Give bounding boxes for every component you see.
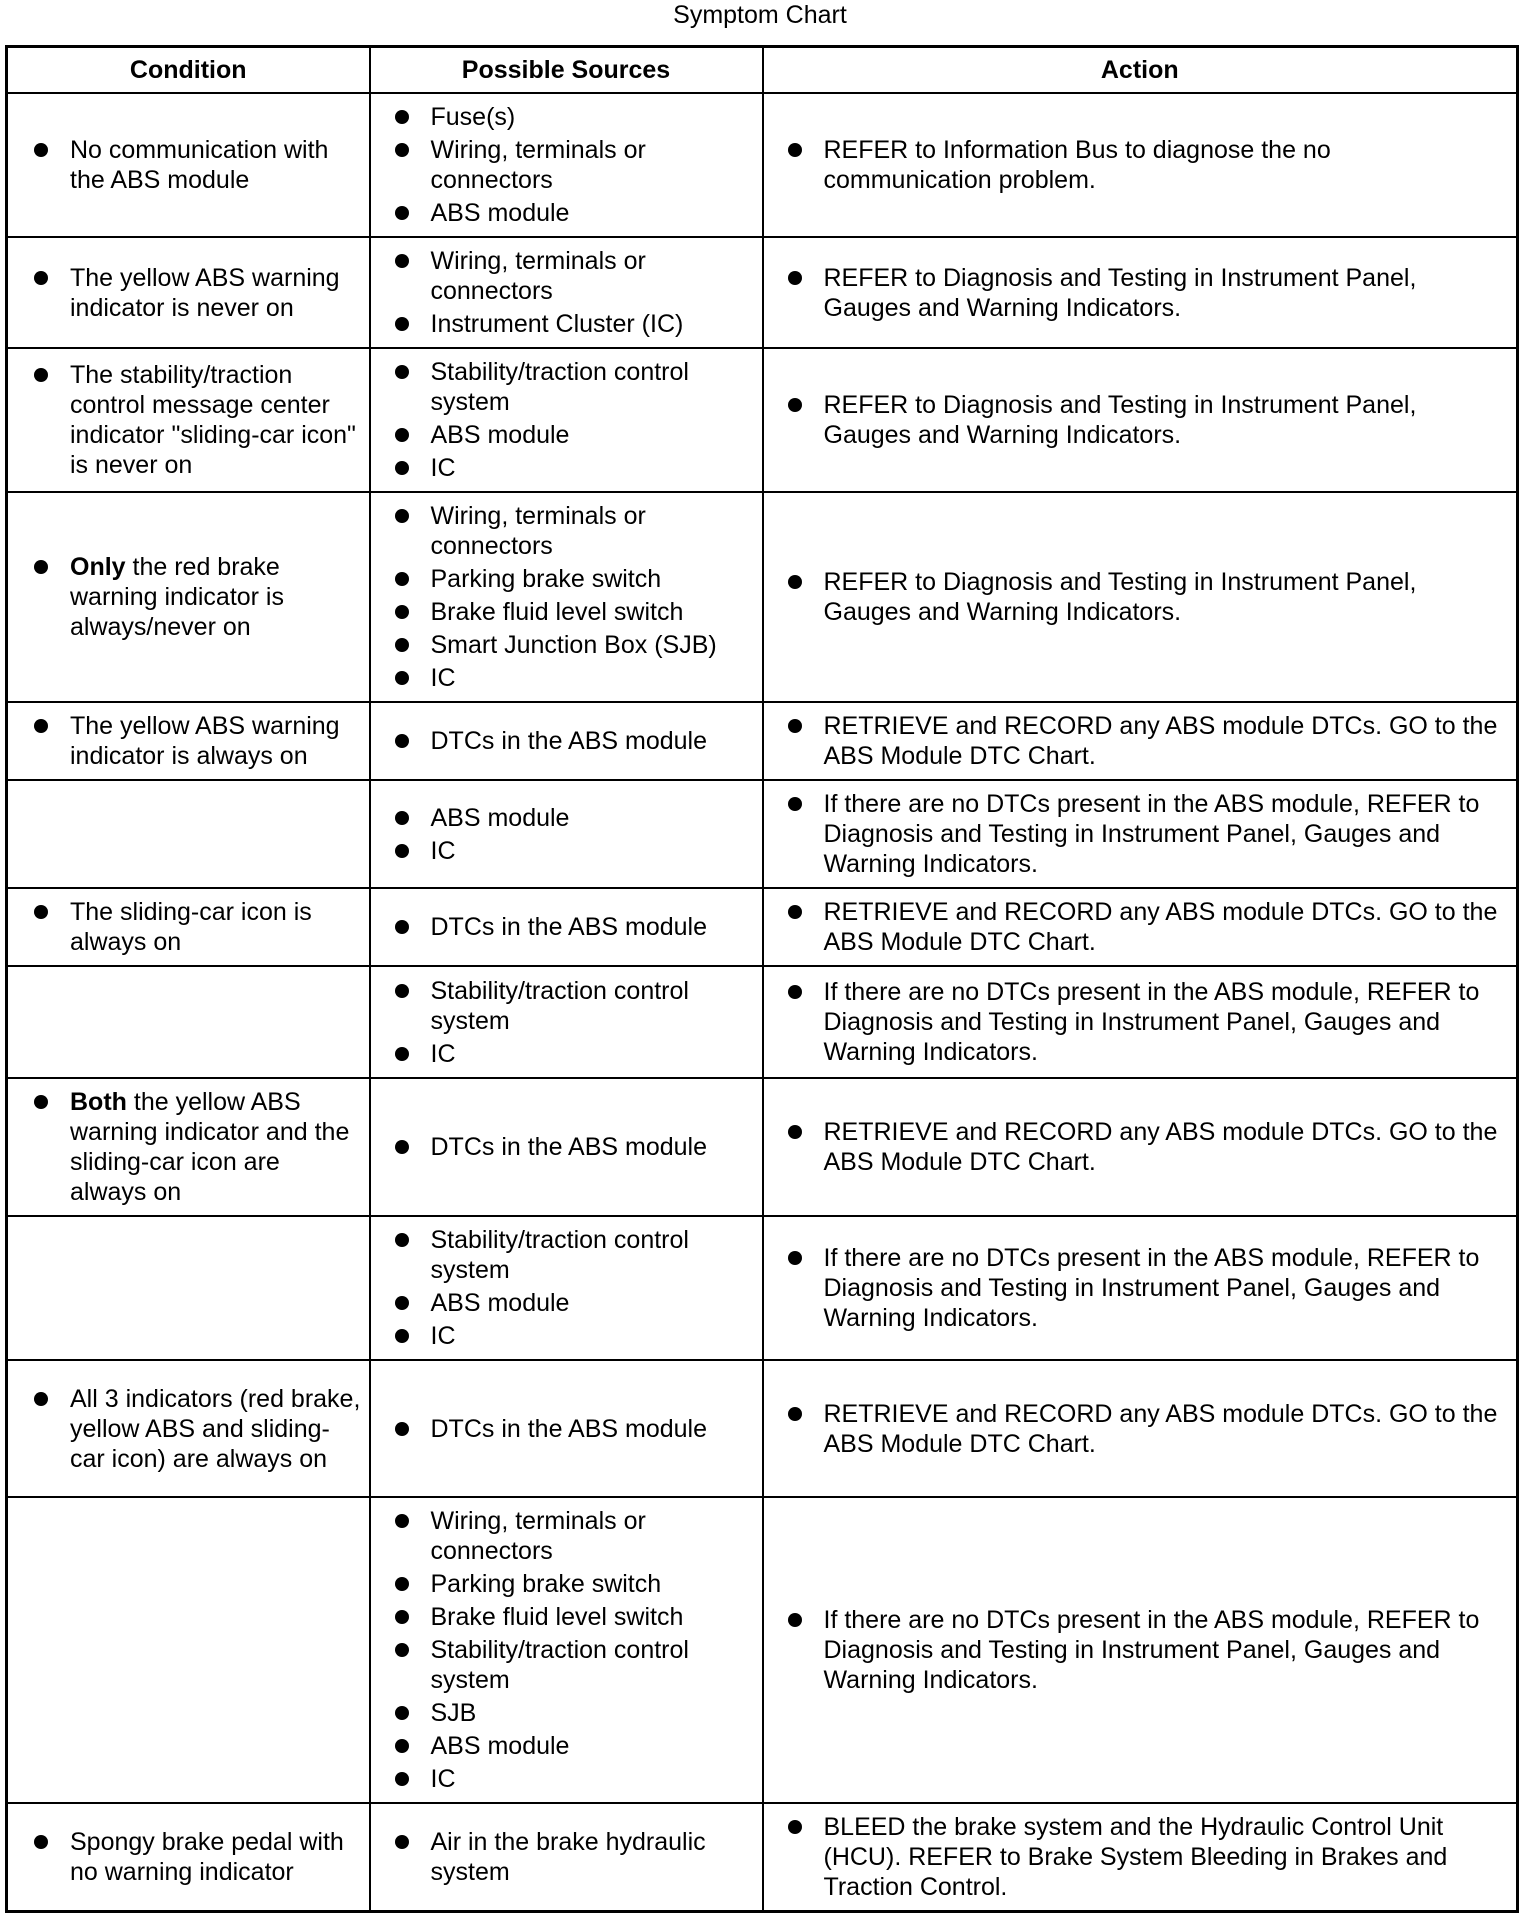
source-item <box>395 357 754 417</box>
action-cell <box>763 1803 1518 1912</box>
header-condition: Condition <box>7 47 370 94</box>
table-row <box>7 1497 1518 1803</box>
source-item <box>395 564 754 594</box>
action-item <box>788 1399 1503 1459</box>
bullet-icon <box>788 1407 802 1421</box>
source-text: ABS module <box>430 1732 570 1760</box>
bullet-icon <box>395 1422 409 1436</box>
action-text: RETRIEVE and RECORD any ABS module DTCs. GO to the ABS Module DTC Chart. <box>823 898 1498 956</box>
table-row <box>7 1078 1518 1216</box>
table-row <box>7 348 1518 492</box>
bullet-icon <box>34 560 48 574</box>
symptom-chart-table <box>5 45 1519 1913</box>
source-text: Instrument Cluster (IC) <box>430 310 684 338</box>
source-item <box>395 501 754 561</box>
source-text: SJB <box>430 1699 477 1727</box>
condition-cell <box>7 237 370 348</box>
action-cell <box>763 237 1518 348</box>
header-possible-sources: Possible Sources <box>370 47 763 94</box>
bullet-icon <box>395 1296 409 1310</box>
possible-sources-cell <box>370 1497 763 1803</box>
source-text: IC <box>430 1765 456 1793</box>
source-item <box>395 726 754 756</box>
source-text: Smart Junction Box (SJB) <box>430 631 717 659</box>
action-text: If there are no DTCs present in the ABS module, REFER to Diagnosis and Testing in Instrument Panel, Gauges and Warning Indicators. <box>823 1244 1480 1332</box>
condition-text: The sliding-car icon is always on <box>70 898 312 956</box>
source-item <box>395 1288 754 1318</box>
table-row <box>7 966 1518 1078</box>
condition-cell <box>7 492 370 702</box>
bullet-icon <box>395 844 409 858</box>
source-item <box>395 803 754 833</box>
action-item <box>788 263 1503 323</box>
bullet-icon <box>395 110 409 124</box>
possible-sources-cell <box>370 780 763 888</box>
source-item <box>395 663 754 693</box>
condition-cell <box>7 1078 370 1216</box>
bullet-icon <box>395 1835 409 1849</box>
source-text: ABS module <box>430 421 570 449</box>
condition-item <box>34 1827 361 1887</box>
source-text: Stability/traction control system <box>430 976 689 1035</box>
bullet-icon <box>788 905 802 919</box>
source-item <box>395 453 754 483</box>
source-item <box>395 1132 754 1162</box>
bullet-icon <box>395 1514 409 1528</box>
bullet-icon <box>788 398 802 412</box>
bullet-icon <box>788 719 802 733</box>
source-item <box>395 630 754 660</box>
bullet-icon <box>34 143 48 157</box>
bullet-icon <box>788 985 802 999</box>
source-text: Wiring, terminals or connectors <box>430 502 646 560</box>
bullet-icon <box>395 143 409 157</box>
source-text: Parking brake switch <box>430 1570 662 1598</box>
condition-text: No communication with the ABS module <box>70 136 329 194</box>
condition-emphasis: Only <box>70 553 126 581</box>
source-text: Stability/traction control system <box>430 358 689 416</box>
action-item <box>788 1812 1503 1902</box>
source-item <box>395 198 754 228</box>
bullet-icon <box>395 734 409 748</box>
condition-item <box>34 135 361 195</box>
table-row <box>7 888 1518 966</box>
source-item <box>395 1039 754 1069</box>
action-text: RETRIEVE and RECORD any ABS module DTCs. GO to the ABS Module DTC Chart. <box>823 712 1498 770</box>
source-text: IC <box>430 1039 456 1068</box>
bullet-icon <box>788 1125 802 1139</box>
action-item <box>788 711 1503 771</box>
action-item <box>788 390 1503 450</box>
source-item <box>395 420 754 450</box>
possible-sources-cell <box>370 702 763 780</box>
condition-item <box>34 552 361 642</box>
bullet-icon <box>34 719 48 733</box>
bullet-icon <box>34 905 48 919</box>
bullet-icon <box>34 1835 48 1849</box>
condition-cell <box>7 1360 370 1497</box>
bullet-icon <box>395 1610 409 1624</box>
action-item <box>788 567 1503 627</box>
condition-cell <box>7 93 370 237</box>
condition-text: The stability/traction control message center indicator "sliding-car icon" is never on <box>70 361 356 479</box>
source-item <box>395 1635 754 1695</box>
condition-item <box>34 1384 361 1474</box>
source-text: Wiring, terminals or connectors <box>430 247 646 305</box>
action-text: RETRIEVE and RECORD any ABS module DTCs. GO to the ABS Module DTC Chart. <box>823 1399 1498 1458</box>
source-item <box>395 102 754 132</box>
bullet-icon <box>788 1251 802 1265</box>
bullet-icon <box>395 1643 409 1657</box>
source-item <box>395 1225 754 1285</box>
bullet-icon <box>395 1047 409 1061</box>
source-text: Wiring, terminals or connectors <box>430 1507 646 1565</box>
header-row <box>7 47 1518 94</box>
action-text: If there are no DTCs present in the ABS module, REFER to Diagnosis and Testing in Instrument Panel, Gauges and Warning Indicators. <box>823 978 1480 1066</box>
source-text: IC <box>430 454 456 482</box>
source-text: Wiring, terminals or connectors <box>430 136 646 194</box>
condition-cell <box>7 348 370 492</box>
possible-sources-cell <box>370 966 763 1078</box>
source-item <box>395 135 754 195</box>
condition-item <box>34 711 361 771</box>
bullet-icon <box>395 317 409 331</box>
action-text: If there are no DTCs present in the ABS module, REFER to Diagnosis and Testing in Instrument Panel, Gauges and Warning Indicators. <box>823 790 1480 878</box>
condition-item <box>34 360 361 480</box>
bullet-icon <box>34 1392 48 1406</box>
source-text: Parking brake switch <box>430 565 662 593</box>
action-cell <box>763 702 1518 780</box>
bullet-icon <box>395 1140 409 1154</box>
bullet-icon <box>788 143 802 157</box>
bullet-icon <box>395 920 409 934</box>
source-item <box>395 1731 754 1761</box>
condition-cell <box>7 780 370 888</box>
action-item <box>788 1243 1503 1333</box>
action-cell <box>763 888 1518 966</box>
bullet-icon <box>788 271 802 285</box>
action-cell <box>763 966 1518 1078</box>
action-cell <box>763 1360 1518 1497</box>
bullet-icon <box>395 254 409 268</box>
action-item <box>788 897 1503 957</box>
bullet-icon <box>395 984 409 998</box>
bullet-icon <box>395 638 409 652</box>
source-text: ABS module <box>430 199 570 227</box>
action-text: REFER to Information Bus to diagnose the no communication problem. <box>823 136 1331 194</box>
condition-text: The yellow ABS warning indicator is never on <box>70 263 340 322</box>
possible-sources-cell <box>370 1078 763 1216</box>
source-text: IC <box>430 1322 456 1350</box>
action-text: REFER to Diagnosis and Testing in Instrument Panel, Gauges and Warning Indicators. <box>823 263 1417 322</box>
source-item <box>395 309 754 339</box>
source-text: ABS module <box>430 1289 570 1317</box>
source-text: IC <box>430 836 456 865</box>
possible-sources-cell <box>370 1216 763 1360</box>
bullet-icon <box>788 1820 802 1834</box>
source-text: DTCs in the ABS module <box>430 1414 708 1443</box>
chart-title: Symptom Chart <box>673 1 847 29</box>
action-item <box>788 1605 1503 1695</box>
bullet-icon <box>34 271 48 285</box>
bullet-icon <box>395 572 409 586</box>
action-item <box>788 135 1503 195</box>
possible-sources-cell <box>370 348 763 492</box>
source-item <box>395 976 754 1036</box>
possible-sources-cell <box>370 1360 763 1497</box>
source-item <box>395 836 754 866</box>
source-item <box>395 1827 754 1887</box>
bullet-icon <box>395 811 409 825</box>
source-item <box>395 1698 754 1728</box>
table-row <box>7 702 1518 780</box>
possible-sources-cell <box>370 1803 763 1912</box>
condition-text: Spongy brake pedal with no warning indicator <box>70 1828 344 1886</box>
bullet-icon <box>395 1233 409 1247</box>
condition-item <box>34 1087 361 1207</box>
action-item <box>788 1117 1503 1177</box>
condition-cell <box>7 1803 370 1912</box>
bullet-icon <box>34 368 48 382</box>
possible-sources-cell <box>370 492 763 702</box>
condition-text: the yellow ABS warning indicator and the sliding-car icon are always on <box>70 1088 350 1206</box>
condition-text: All 3 indicators (red brake, yellow ABS and sliding-car icon) are always on <box>70 1384 361 1473</box>
action-cell <box>763 1497 1518 1803</box>
bullet-icon <box>395 461 409 475</box>
header-action: Action <box>763 47 1518 94</box>
condition-emphasis: Both <box>70 1088 127 1116</box>
bullet-icon <box>395 509 409 523</box>
action-cell <box>763 780 1518 888</box>
bullet-icon <box>34 1095 48 1109</box>
condition-item <box>34 897 361 957</box>
bullet-icon <box>395 1577 409 1591</box>
source-text: ABS module <box>430 803 570 832</box>
bullet-icon <box>395 605 409 619</box>
bullet-icon <box>788 1613 802 1627</box>
chart-body <box>7 93 1518 1912</box>
bullet-icon <box>395 365 409 379</box>
bullet-icon <box>788 575 802 589</box>
possible-sources-cell <box>370 888 763 966</box>
action-text: RETRIEVE and RECORD any ABS module DTCs. GO to the ABS Module DTC Chart. <box>823 1118 1498 1176</box>
table-row <box>7 492 1518 702</box>
source-item <box>395 1602 754 1632</box>
source-item <box>395 246 754 306</box>
action-text: REFER to Diagnosis and Testing in Instrument Panel, Gauges and Warning Indicators. <box>823 568 1417 626</box>
table-row <box>7 237 1518 348</box>
condition-cell <box>7 1216 370 1360</box>
action-cell <box>763 492 1518 702</box>
condition-item <box>34 263 361 323</box>
condition-cell <box>7 1497 370 1803</box>
source-item <box>395 1764 754 1794</box>
condition-cell <box>7 888 370 966</box>
condition-cell <box>7 966 370 1078</box>
source-item <box>395 1414 754 1444</box>
source-text: Brake fluid level switch <box>430 598 684 626</box>
source-text: Fuse(s) <box>430 103 516 131</box>
action-text: BLEED the brake system and the Hydraulic Control Unit (HCU). REFER to Brake System Bleeding in Brakes and Traction Control. <box>823 1813 1448 1901</box>
source-text: DTCs in the ABS module <box>430 913 708 941</box>
action-cell <box>763 1216 1518 1360</box>
source-item <box>395 912 754 942</box>
table-row <box>7 780 1518 888</box>
table-row <box>7 93 1518 237</box>
action-cell <box>763 348 1518 492</box>
source-text: Stability/traction control system <box>430 1636 689 1694</box>
source-text: Brake fluid level switch <box>430 1603 684 1631</box>
bullet-icon <box>395 1739 409 1753</box>
table-row <box>7 1360 1518 1497</box>
bullet-icon <box>395 671 409 685</box>
bullet-icon <box>788 797 802 811</box>
bullet-icon <box>395 1772 409 1786</box>
action-text: REFER to Diagnosis and Testing in Instrument Panel, Gauges and Warning Indicators. <box>823 391 1417 449</box>
source-item <box>395 1569 754 1599</box>
source-item <box>395 1506 754 1566</box>
action-cell <box>763 1078 1518 1216</box>
source-item <box>395 1321 754 1351</box>
bullet-icon <box>395 206 409 220</box>
bullet-icon <box>395 428 409 442</box>
bullet-icon <box>395 1329 409 1343</box>
source-item <box>395 597 754 627</box>
action-item <box>788 977 1503 1067</box>
possible-sources-cell <box>370 237 763 348</box>
condition-cell <box>7 702 370 780</box>
table-row <box>7 1216 1518 1360</box>
condition-text: The yellow ABS warning indicator is always on <box>70 712 340 770</box>
source-text: IC <box>430 664 456 692</box>
source-text: Stability/traction control system <box>430 1226 689 1284</box>
source-text: DTCs in the ABS module <box>430 727 708 755</box>
source-text: DTCs in the ABS module <box>430 1133 708 1161</box>
action-text: If there are no DTCs present in the ABS module, REFER to Diagnosis and Testing in Instrument Panel, Gauges and Warning Indicators. <box>823 1606 1480 1694</box>
possible-sources-cell <box>370 93 763 237</box>
action-item <box>788 789 1503 879</box>
source-text: Air in the brake hydraulic system <box>430 1828 706 1886</box>
table-row <box>7 1803 1518 1912</box>
condition-text: the red brake warning indicator is always/never on <box>70 553 284 641</box>
bullet-icon <box>395 1706 409 1720</box>
action-cell <box>763 93 1518 237</box>
